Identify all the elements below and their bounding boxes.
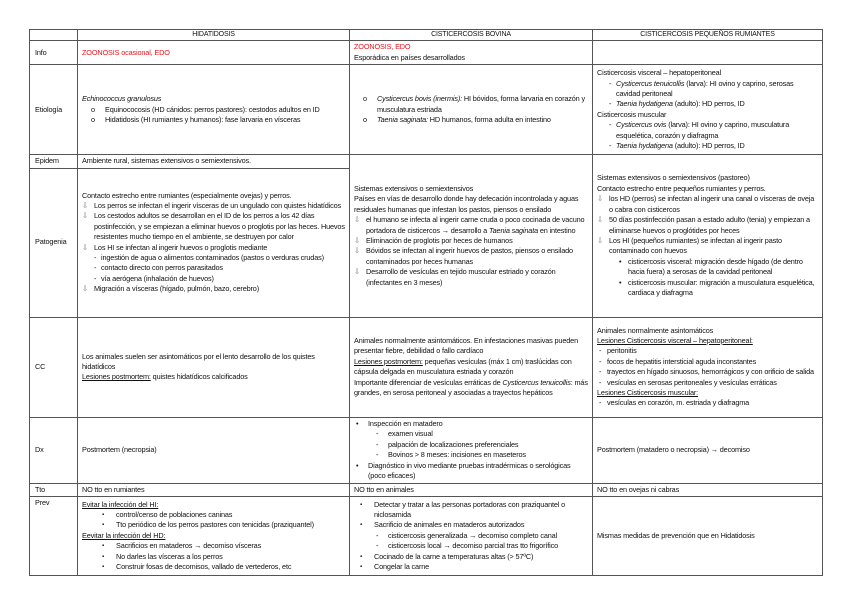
text-segment: Cysticercus ovis	[616, 120, 667, 130]
text-line	[82, 500, 345, 510]
text-line	[354, 336, 588, 357]
list-item	[354, 562, 588, 572]
text-segment: Los cestodos adultos se desarrollan en el ID de los perros a los 42 días postinfección, y se empiezan a eliminar huevos o proglotis por las heces. Huevos resistentes mucho tiempo en el ambiente, se destruyen por calor	[94, 211, 345, 242]
text-segment: Diagnóstico in vivo mediante pruebas intradérmicas o serológicas (poco eficaces)	[368, 460, 571, 480]
text-segment: vía aerógena (inhalación de huevos)	[101, 273, 214, 283]
bullet-icon: •	[356, 460, 359, 470]
down-arrow-bullet-icon: ⇩	[354, 267, 360, 277]
text-segment: vesículas en serosas peritoneales y vesículas erráticas	[607, 377, 777, 387]
list-item	[82, 274, 345, 284]
bullet-icon: -	[376, 530, 379, 540]
list-item	[354, 94, 588, 115]
row-label-prev: Prev	[30, 497, 78, 576]
row-label-info: Info	[30, 41, 78, 65]
row-label-dx: Dx	[30, 417, 78, 483]
bullet-icon: -	[94, 253, 97, 263]
down-arrow-bullet-icon: ⇩	[82, 211, 88, 221]
list-item	[597, 357, 818, 367]
row-label-cc: CC	[30, 317, 78, 417]
text-segment: Contacto estrecho entre pequeños rumiantes y perros.	[597, 183, 766, 193]
text-line	[597, 184, 818, 194]
cell-patogenia-pequenos	[593, 155, 823, 317]
list-item	[597, 398, 818, 408]
bullet-icon: •	[619, 277, 622, 287]
cell-patogenia-hidatidosis	[78, 168, 350, 317]
text-line	[82, 156, 345, 166]
text-segment: cisticercosis generalizada → decomiso completo canal	[388, 530, 558, 540]
cell-etiologia-bovina	[350, 65, 593, 155]
text-line	[82, 191, 345, 201]
text-segment: Sacrificios en mataderos → decomiso vísceras	[116, 541, 262, 551]
text-segment: : más grandes, en serosa peritoneal y asociadas a trayectos hepáticos	[354, 377, 588, 397]
text-segment: Postmortem (necropsia)	[82, 444, 157, 454]
text-segment: Construir fosas de decomisos, vallado de vertederos, etc	[116, 562, 292, 572]
text-segment: el humano se infecta al ingerir carne cruda o poco cocinada de vacuno portadora de cisticercos → desarrollo a	[366, 215, 585, 235]
list-item	[597, 278, 818, 299]
cell-epidem-hidatidosis	[78, 155, 350, 168]
text-segment: Taenia saginata	[488, 225, 538, 235]
text-segment: vesículas en corazón, m. estriada y diafragma	[607, 398, 750, 408]
row-label-etiologia: Etiología	[30, 65, 78, 155]
text-segment: Echinococcus granulosus	[82, 94, 162, 104]
text-line	[597, 336, 818, 346]
list-item	[597, 367, 818, 377]
list-item	[82, 115, 345, 125]
bullet-icon: ▪	[102, 512, 104, 519]
text-line	[597, 485, 818, 495]
list-item	[354, 267, 588, 288]
text-segment: control/censo de poblaciones caninas	[116, 510, 233, 520]
text-segment: cisticercosis local → decomiso parcial tras tto frigorífico	[388, 541, 558, 551]
cell-etiologia-hidatidosis	[78, 65, 350, 155]
text-line	[597, 110, 818, 120]
bullet-icon: ▪	[102, 543, 104, 550]
text-segment: Los HI (pequeños rumiantes) se infectan al ingerir pasto contaminado con huevos	[609, 235, 782, 256]
cell-dx-pequenos	[593, 417, 823, 483]
list-item	[354, 419, 588, 429]
list-item	[354, 500, 588, 521]
text-segment: Mismas medidas de prevención que en Hidatidosis	[597, 530, 755, 540]
text-line	[354, 42, 588, 52]
text-line	[597, 531, 818, 541]
text-segment: Bovinos > 8 meses: incisiones en maseteros	[388, 450, 526, 460]
bullet-icon: -	[609, 99, 612, 109]
text-segment: contacto directo con perros parasitados	[101, 263, 223, 273]
text-segment: NO tto en animales	[354, 484, 414, 494]
text-segment: palpación de localizaciones preferenciales	[388, 439, 519, 449]
bullet-icon: •	[356, 418, 359, 428]
text-segment: Hidatidosis (HI rumiantes y humanos): fase larvaria en vísceras	[105, 114, 301, 124]
text-segment: Bóvidos se infectan al ingerir huevos de pastos, piensos o ensilado contaminados por heces humanas	[366, 246, 573, 266]
text-segment: Los perros se infectan el ingerir vísceras de un ungulado con quistes hidatídicos	[94, 201, 342, 210]
text-segment: Taenia saginata:	[377, 114, 428, 124]
cell-tto-hidatidosis	[78, 483, 350, 496]
list-item	[597, 99, 818, 109]
header-cisticercosis-pequenos-rumiantes: CISTICERCOSIS PEQUEÑOS RUMIANTES	[593, 30, 823, 41]
down-arrow-bullet-icon: ⇩	[597, 235, 603, 245]
list-item	[354, 450, 588, 460]
text-segment: Lesiones postmortem:	[354, 356, 423, 366]
bullet-icon: o	[363, 94, 367, 104]
text-line	[82, 485, 345, 495]
text-line	[354, 194, 588, 215]
text-segment: Sacrificio de animales en mataderos autorizados	[374, 520, 525, 530]
cell-info-pequenos	[593, 41, 823, 65]
header-hidatidosis: HIDATIDOSIS	[78, 30, 350, 41]
text-line	[82, 48, 345, 58]
down-arrow-bullet-icon: ⇩	[354, 235, 360, 245]
text-segment: (adulto): HD perros, ID	[672, 99, 745, 109]
bullet-icon: -	[609, 78, 612, 88]
list-item	[597, 120, 818, 141]
list-item	[597, 141, 818, 151]
comparison-table	[29, 29, 823, 576]
text-segment: Postmortem (matadero o necropsia) → decomiso	[597, 444, 750, 454]
down-arrow-bullet-icon: ⇩	[597, 194, 603, 204]
list-item	[82, 510, 345, 520]
text-line	[354, 184, 588, 194]
text-segment: Eevitar la infección del HD:	[82, 530, 166, 540]
text-segment: Ambiente rural, sistemas extensivos o semiextensivos.	[82, 156, 251, 166]
text-segment: Taenia hydatigena	[616, 99, 673, 109]
header-row	[30, 30, 823, 41]
text-segment: ingestión de agua o alimentos contaminados (pastos o verduras crudas)	[101, 253, 324, 263]
bullet-icon: ▪	[102, 553, 104, 560]
text-segment: HI bóvidos, forma larvaria en corazón y musculatura estriada	[377, 94, 585, 114]
text-segment: los HD (perros) se infectan al ingerir una canal o vísceras de oveja o cabra con cisticercos	[609, 194, 815, 214]
list-item	[82, 253, 345, 263]
text-segment: Evitar la infección del HI:	[82, 499, 159, 509]
bullet-icon: o	[91, 104, 95, 114]
list-item	[354, 520, 588, 530]
text-segment: Equinococosis (HD cánidos: perros pastores): cestodos adultos en ID	[105, 104, 320, 114]
text-line	[354, 53, 588, 63]
header-empty	[30, 30, 78, 41]
text-segment: Sistemas extensivos o semiextensivos	[354, 183, 474, 193]
list-item	[354, 440, 588, 450]
cell-dx-bovina	[350, 417, 593, 483]
down-arrow-bullet-icon: ⇩	[354, 246, 360, 256]
cell-etiologia-pequenos	[593, 65, 823, 155]
cell-cc-hidatidosis	[78, 317, 350, 417]
list-item	[354, 461, 588, 482]
cell-prev-hidatidosis	[78, 497, 350, 576]
bullet-icon: -	[599, 398, 602, 408]
text-line	[82, 352, 345, 373]
text-segment: Esporádica en países desarrollados	[354, 52, 465, 62]
text-segment: Tto periódico de los perros pastores con tenicidas (praziquantel)	[116, 520, 314, 530]
text-segment: Sistemas extensivos o semiextensivos (pastoreo)	[597, 173, 750, 183]
text-segment: Cysticercus tenuicollis	[502, 377, 571, 387]
down-arrow-bullet-icon: ⇩	[82, 242, 88, 252]
row-label-patogenia: Patogenia	[30, 168, 78, 317]
list-item	[82, 243, 345, 253]
text-segment: peritonitis	[607, 346, 637, 356]
text-segment: Desarrollo de vesículas en tejido muscular estriado y corazón (infectantes en 3 meses)	[366, 267, 556, 287]
row-label-tto: Tto	[30, 483, 78, 496]
text-segment: Cisticercosis visceral – hepatoperitoneal	[597, 68, 722, 78]
list-item	[597, 194, 818, 215]
cell-dx-hidatidosis	[78, 417, 350, 483]
list-item	[82, 552, 345, 562]
text-line	[354, 357, 588, 378]
list-item	[82, 105, 345, 115]
text-segment: Cocinado de la carne a temperaturas altas (> 57ºC)	[374, 551, 534, 561]
text-segment: pequeñas vesículas (máx 1 cm) traslúcidas con cápsula delgada en musculatura estriada y corazón	[354, 356, 572, 377]
text-segment: Lesiones Cisticercosis muscular:	[597, 387, 699, 397]
list-item	[597, 236, 818, 257]
text-line	[597, 173, 818, 183]
text-segment: (larva): HI ovino y caprino, serosas cavidad peritoneal	[616, 78, 794, 98]
text-segment: examen visual	[388, 429, 433, 439]
bullet-icon: -	[609, 120, 612, 130]
list-item	[597, 79, 818, 100]
list-item	[82, 201, 345, 211]
text-segment: Lesiones postmortem:	[82, 372, 151, 382]
list-item	[354, 429, 588, 439]
text-segment: Animales normalmente asintomáticos	[597, 325, 714, 335]
row-etiologia	[30, 65, 823, 155]
bullet-icon: -	[599, 367, 602, 377]
bullet-icon: ▪	[102, 522, 104, 529]
bullet-icon: ▪	[102, 564, 104, 571]
bullet-icon: •	[619, 256, 622, 266]
text-line	[82, 445, 345, 455]
text-segment: quistes hidatídicos calcificados	[150, 372, 248, 382]
text-segment: Cysticercus bovis (inermis):	[377, 94, 462, 104]
text-segment: cisticercosis muscular: migración a musculatura esquelética, cardiaca y diafragma	[628, 277, 815, 297]
list-item	[82, 263, 345, 273]
text-segment: Animales normalmente asintomáticos. En infestaciones masivas pueden presentar fiebre, debilidad o fallo cardíaco	[354, 335, 578, 356]
list-item	[597, 378, 818, 388]
text-segment: Detectar y tratar a las personas portadoras con praziquantel o niclosamida	[374, 499, 566, 520]
list-item	[354, 552, 588, 562]
text-segment: (adulto): HD perros, ID	[672, 140, 745, 150]
bullet-icon: ▪	[360, 501, 362, 508]
list-item	[82, 541, 345, 551]
text-segment: Importante diferenciar de vesículas erráticas de	[354, 377, 503, 387]
down-arrow-bullet-icon: ⇩	[82, 284, 88, 294]
text-segment: Cysticercus tenuicollis	[616, 78, 685, 88]
text-line	[354, 485, 588, 495]
text-segment: Contacto estrecho entre rumiantes (especialmente ovejas) y perros.	[82, 190, 292, 200]
text-line	[82, 94, 345, 104]
text-segment: NO tto en ovejas ni cabras	[597, 484, 680, 494]
text-line	[82, 372, 345, 382]
row-prev	[30, 497, 823, 576]
text-segment: 50 días postinfección pasan a estado adulto (tenia) y empiezan a eliminarse huevos o proglótides por heces	[609, 215, 810, 235]
text-segment: Lesiones Cisticercosis visceral – hepatoperitoneal:	[597, 335, 753, 345]
bullet-icon: -	[376, 429, 379, 439]
bullet-icon: -	[376, 541, 379, 551]
cell-tto-bovina	[350, 483, 593, 496]
row-label-epidem: Epidem	[30, 155, 78, 168]
list-item	[354, 115, 588, 125]
cell-tto-pequenos	[593, 483, 823, 496]
down-arrow-bullet-icon: ⇩	[82, 201, 88, 210]
list-item	[354, 541, 588, 551]
down-arrow-bullet-icon: ⇩	[597, 215, 603, 225]
cell-info-hidatidosis	[78, 41, 350, 65]
bullet-icon: -	[599, 356, 602, 366]
bullet-icon: -	[599, 377, 602, 387]
bullet-icon: ▪	[360, 522, 362, 529]
list-item	[82, 211, 345, 242]
text-line	[597, 68, 818, 78]
list-item	[597, 215, 818, 236]
list-item	[82, 562, 345, 572]
list-item	[354, 531, 588, 541]
text-segment: trayectos en hígado sinuosos, hemorrágicos y con orificio de salida	[607, 367, 814, 377]
bullet-icon: -	[94, 273, 97, 283]
text-segment: cisticercosis visceral: migración desde hígado (de dentro hacia fuera) a serosas de la cavidad peritoneal	[628, 256, 803, 277]
row-info	[30, 41, 823, 65]
row-cc	[30, 317, 823, 417]
cell-cc-pequenos	[593, 317, 823, 417]
list-item	[354, 236, 588, 246]
header-cisticercosis-bovina: CISTICERCOSIS BOVINA	[350, 30, 593, 41]
list-item	[82, 520, 345, 530]
text-segment: focos de hepatitis intersticial aguda inconstantes	[607, 356, 757, 366]
text-segment: Migración a vísceras (hígado, pulmón, bazo, cerebro)	[94, 284, 259, 294]
text-line	[597, 326, 818, 336]
bullet-icon: -	[376, 439, 379, 449]
text-segment: No darles las vísceras a los perros	[116, 551, 223, 561]
cell-patogenia-bovina	[350, 155, 593, 317]
row-dx	[30, 417, 823, 483]
text-line	[597, 388, 818, 398]
text-segment: Los HI se infectan al ingerir huevos o proglotis mediante	[94, 242, 268, 252]
bullet-icon: ▪	[360, 553, 362, 560]
list-item	[597, 257, 818, 278]
down-arrow-bullet-icon: ⇩	[354, 215, 360, 225]
bullet-icon: -	[376, 450, 379, 460]
text-segment: en intestino	[538, 225, 576, 235]
bullet-icon: o	[363, 114, 367, 124]
bullet-icon: ▪	[360, 564, 362, 571]
text-line	[354, 378, 588, 399]
row-epidem	[30, 155, 823, 168]
bullet-icon: -	[609, 140, 612, 150]
cell-prev-pequenos	[593, 497, 823, 576]
text-segment: NO tto en rumiantes	[82, 484, 145, 494]
text-segment: HD humanos, forma adulta en intestino	[427, 114, 551, 124]
text-segment: ZOONOSIS, EDO	[354, 42, 411, 52]
text-segment: (larva): HI ovino y caprino, musculatura esquelética, corazón y diafragma	[616, 120, 790, 140]
text-segment: Taenia hydatigena	[616, 140, 673, 150]
list-item	[82, 284, 345, 294]
text-line	[597, 445, 818, 455]
cell-info-bovina	[350, 41, 593, 65]
cell-cc-bovina	[350, 317, 593, 417]
list-item	[354, 215, 588, 236]
text-segment: ZOONOSIS ocasional, EDO	[82, 47, 170, 57]
text-segment: Cisticercosis muscular	[597, 109, 667, 119]
list-item	[597, 346, 818, 356]
text-line	[82, 531, 345, 541]
bullet-icon: o	[91, 114, 95, 124]
list-item	[354, 246, 588, 267]
row-tto	[30, 483, 823, 496]
text-segment: Congelar la carne	[374, 562, 430, 572]
bullet-icon: -	[599, 346, 602, 356]
text-segment: Países en vías de desarrollo donde hay defecación incontrolada y aguas residuales humanas que infestan los pastos, piensos o ensilado	[354, 194, 579, 214]
text-segment: Inspección en matadero	[368, 418, 443, 428]
cell-prev-bovina	[350, 497, 593, 576]
text-segment: Eliminación de proglotis por heces de humanos	[366, 235, 513, 245]
text-segment: Los animales suelen ser asintomáticos por el lento desarrollo de los quistes hidatídicos	[82, 351, 315, 371]
bullet-icon: -	[94, 263, 97, 273]
